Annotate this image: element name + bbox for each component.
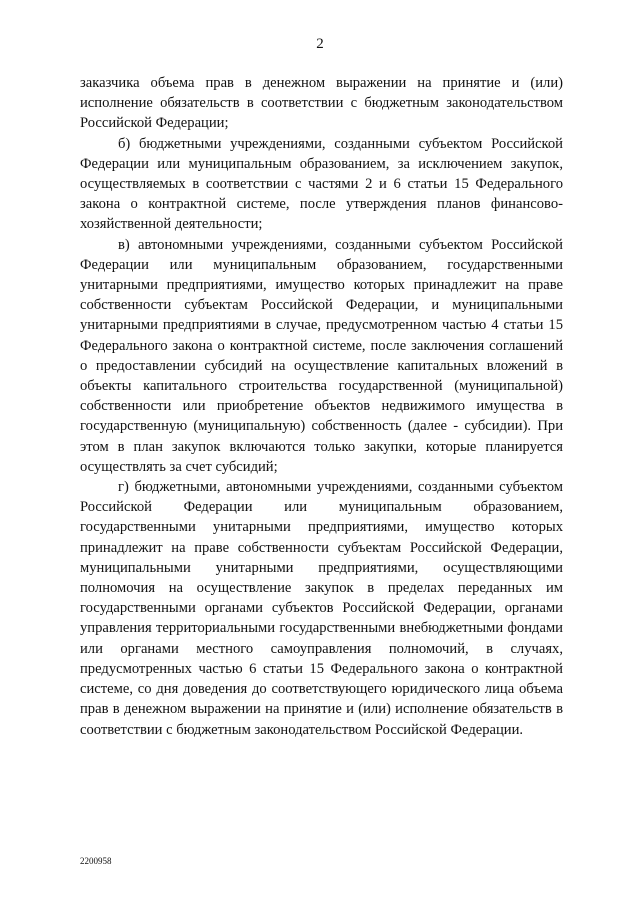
paragraph-item-v: в) автономными учреждениями, созданными субъектом Российской Федерации или муниципальным образованием, государственными унитарными предприятиями, имущество которых принадлежит на праве собственности субъектам Российской Федерации, и муниципальными унитарными предприятиями в случае, предусмотренном частью 4 статьи 15 Федерального закона о контрактной системе, после заключения соглашений о предоставлении субсидий на осуществление капитальных вложений в объекты капитального строительства государственной (муниципальной) собственности или приобретение объектов недвижимого имущества в государственную (муниципальную) собственность (далее - субсидии). При этом в план закупок включаются только закупки, которые планируется осуществлять за счет субсидий; (80, 236, 563, 475)
page-number: 2 (316, 36, 324, 52)
document-code: 2200958 (80, 856, 112, 866)
paragraph-item-g: г) бюджетными, автономными учреждениями, созданными субъектом Российской Федерации или муниципальным образованием, государственными унитарными предприятиями, имущество которых принадлежит на праве собственности субъектам Российской Федерации, муниципальными унитарными предприятиями, осуществляющими полномочия на осуществление закупок в пределах переданных им государственными органами субъектов Российской Федерации, органами управления территориальными государственными внебюджетными фондами или органами местного самоуправления полномочий, в случаях, предусмотренных частью 6 статьи 15 Федерального закона о контрактной системе, со дня доведения до соответствующего юридического лица объема прав в денежном выражении на принятие и (или) исполнение обязательств в соответствии с бюджетным законодательством Российской Федерации. (80, 479, 563, 738)
document-body (80, 73, 563, 740)
paragraph-continuation: заказчика объема прав в денежном выражении на принятие и (или) исполнение обязательств в соответствии с бюджетным законодательством Российской Федерации; (80, 75, 563, 132)
paragraph-item-b: б) бюджетными учреждениями, созданными субъектом Российской Федерации или муниципальным образованием, за исключением закупок, осуществляемых в соответствии с частями 2 и 6 статьи 15 Федерального закона о контрактной системе, после утверждения планов финансово-хозяйственной деятельности; (80, 135, 563, 233)
